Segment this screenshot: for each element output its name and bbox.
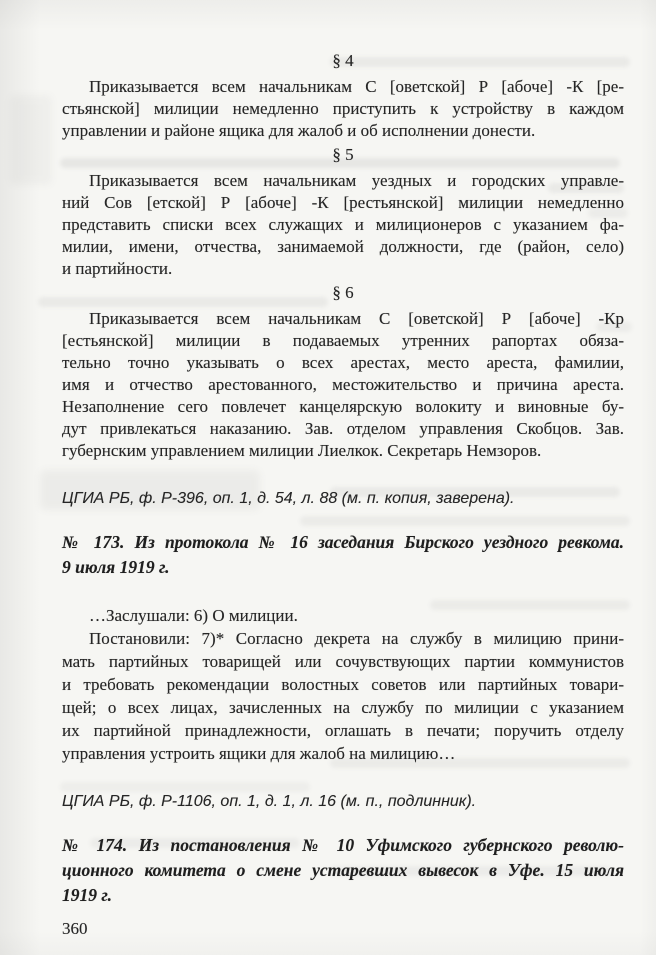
excerpt [62,627,624,765]
text-line: § 5 [332,145,354,164]
text-line: Приказывается всем начальникам уездных и городских управле- [89,171,624,190]
text-line: имя и отчество арестованного, местожительство и причина ареста. [62,375,624,394]
section-header [62,144,624,166]
text-line: дут привлекаться наказанию. Зав. отделом управления Скобцов. Зав. [62,419,624,438]
doc-heading [62,530,624,580]
section-header [62,50,624,72]
excerpt-opening [62,604,624,627]
text-line: № 173. Из протокола № 16 заседания Бирского уездного ревкома. [62,532,624,552]
text-line: ционного комитета о смене устаревших вывесок в Уфе. 15 июля [62,860,624,880]
text-line: управлении и районе ящика для жалоб и об исполнении донести. [62,121,536,140]
text-line: мать партийных товарищей или сочувствующих партии коммунистов [62,652,624,671]
text-line: 1919 г. [62,885,112,905]
text-line: Приказывается всем начальникам С [оветской] Р [абоче] -Кр [89,309,624,328]
text-line: 9 июля 1919 г. [62,557,170,577]
citation [62,488,624,510]
section-header [62,282,624,304]
text-line: Постановили: 7)* Согласно декрета на службу в милицию прини- [89,629,624,648]
paragraph [62,76,624,142]
text-line: ЦГИА РБ, ф. Р-396, оп. 1, д. 54, л. 88 (м. п. копия, заверена). [62,490,515,507]
page-number: 360 [62,919,88,938]
text-line: № 174. Из постановления № 10 Уфимского губернского револю- [62,835,624,855]
text-line: тельно точно указывать о всех арестах, место ареста, фамилии, [62,353,624,372]
text-line: управления устроить ящики для жалоб на милицию… [62,744,456,763]
text-line: губернским управлением милиции Лиелкок. Секретарь Немзоров. [62,441,542,460]
text-line: Незаполнение сего повлечет канцелярскую волокиту и виновные бу- [62,397,624,416]
text-line: представить списки всех служащих и милиционеров с указанием фа- [62,215,624,234]
text-line: щей; о всех лицах, зачисленных на службу по милиции с указанием [62,698,624,717]
paragraph [62,170,624,280]
text-line: ЦГИА РБ, ф. Р-1106, оп. 1, д. 1, л. 16 (м. п., подлинник). [62,793,477,810]
text-line: [естьянской] милиции в подаваемых утренних рапортах обяза- [62,331,624,350]
text-line: и требовать рекомендации волостных советов или партийных товари- [62,675,624,694]
text-line: ний Сов [етской] Р [абоче] -К [рестьянской] милиции немедленно [62,193,624,212]
text-line: …Заслушали: 6) О милиции. [89,606,298,625]
text-line: § 4 [332,51,354,70]
doc-heading [62,833,624,908]
show-through-smudge [10,95,52,185]
paragraph [62,308,624,462]
text-line: милии, имени, отчества, занимаемой должности, где (район, село) [62,237,624,256]
text-line: Приказывается всем начальникам С [оветской] Р [абоче] -К [ре- [89,77,624,96]
text-line: стьянской] милиции немедленно приступить к устройству в каждом [62,99,624,118]
text-line: и партийности. [62,259,173,278]
citation [62,791,624,813]
text-column [62,48,624,908]
text-line: их партийной принадлежности, оглашать в печати; поручить отделу [62,721,624,740]
text-line: § 6 [332,283,354,302]
